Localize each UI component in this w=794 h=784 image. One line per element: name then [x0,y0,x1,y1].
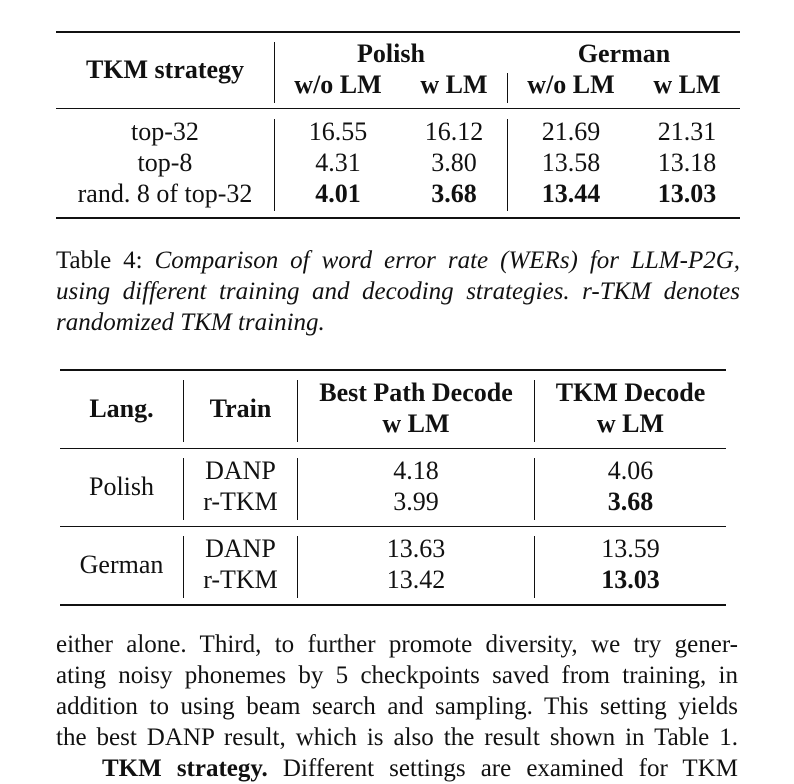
row-strategy: rand. 8 of top-32 [77,179,253,208]
tkm-strategy-table [56,31,740,219]
row-best-path: 13.63 [386,534,446,563]
table-caption [56,245,740,338]
paragraph-text: Different settings are examined for TKM [282,755,738,782]
row-polish-wo-lm: 4.01 [315,179,361,208]
header-german-w-lm: w LM [653,70,721,99]
paragraph-line: addition to using beam search and sampling. This setting yields [56,693,738,720]
row-german-w-lm: 13.18 [657,148,717,177]
caption-line: randomized TKM training. [56,309,325,336]
table-header-rule [56,108,740,109]
header-tkm-w-lm: w LM [596,409,665,438]
row-train: r-TKM [203,487,278,516]
header-tkm-strategy: TKM strategy [85,55,245,84]
row-tkm: 13.03 [601,565,660,594]
header-best-path-decode: Best Path Decode [319,378,513,407]
row-train: DANP [205,456,276,485]
header-polish-wo-lm: w/o LM [294,70,382,99]
row-polish-wo-lm: 4.31 [315,148,361,177]
header-train: Train [209,394,272,423]
decode-comparison-table [60,369,726,607]
caption-text: Comparison of word error rate (WERs) for LLM-P2G, [154,247,741,274]
row-polish-w-lm: 16.12 [424,117,484,146]
header-polish: Polish [357,39,425,68]
row-strategy: top-32 [131,117,199,146]
row-german-wo-lm: 21.69 [541,117,601,146]
header-tkm-decode: TKM Decode [555,378,706,407]
header-lang: Lang. [89,394,154,423]
caption-line: using different training and decoding strategies. r-TKM denotes [56,278,740,305]
row-best-path: 4.18 [393,456,439,485]
header-polish-w-lm: w LM [420,70,488,99]
caption-line [56,245,740,276]
header-german-wo-lm: w/o LM [527,70,615,99]
row-polish-w-lm: 3.68 [431,179,477,208]
paragraph-line: either alone. Third, to further promote diversity, we try gener- [56,631,738,658]
row-tkm: 4.06 [607,456,654,485]
row-tkm: 3.68 [607,487,654,516]
row-train: DANP [205,534,276,563]
row-polish-w-lm: 3.80 [431,148,477,177]
row-train: r-TKM [203,565,278,594]
table-header-rule [60,448,726,449]
row-best-path: 3.99 [393,487,439,516]
group-lang: German [79,550,164,579]
table-top-rule [56,31,740,33]
row-german-wo-lm: 13.58 [541,148,601,177]
row-tkm: 13.59 [601,534,660,563]
body-paragraph [56,629,738,784]
row-polish-wo-lm: 16.55 [308,117,368,146]
row-german-w-lm: 13.03 [657,179,717,208]
paragraph-line: the best DANP result, which is also the result shown in Table 1. [56,724,738,751]
paragraph-heading: TKM strategy. [102,755,268,782]
caption-label: Table 4: [56,247,143,274]
row-strategy: top-8 [137,148,193,177]
row-german-w-lm: 21.31 [657,117,717,146]
paragraph-line: ating noisy phonemes by 5 checkpoints saved from training, in [56,662,738,689]
table-bottom-rule [56,217,740,219]
row-german-wo-lm: 13.44 [541,179,601,208]
header-german: German [577,39,671,68]
table-group-rule [60,526,726,527]
paragraph-line [56,753,738,784]
group-lang: Polish [88,472,155,501]
table-bottom-rule [60,604,726,606]
table-top-rule [60,369,726,371]
header-best-path-w-lm: w LM [382,409,450,438]
row-best-path: 13.42 [386,565,446,594]
